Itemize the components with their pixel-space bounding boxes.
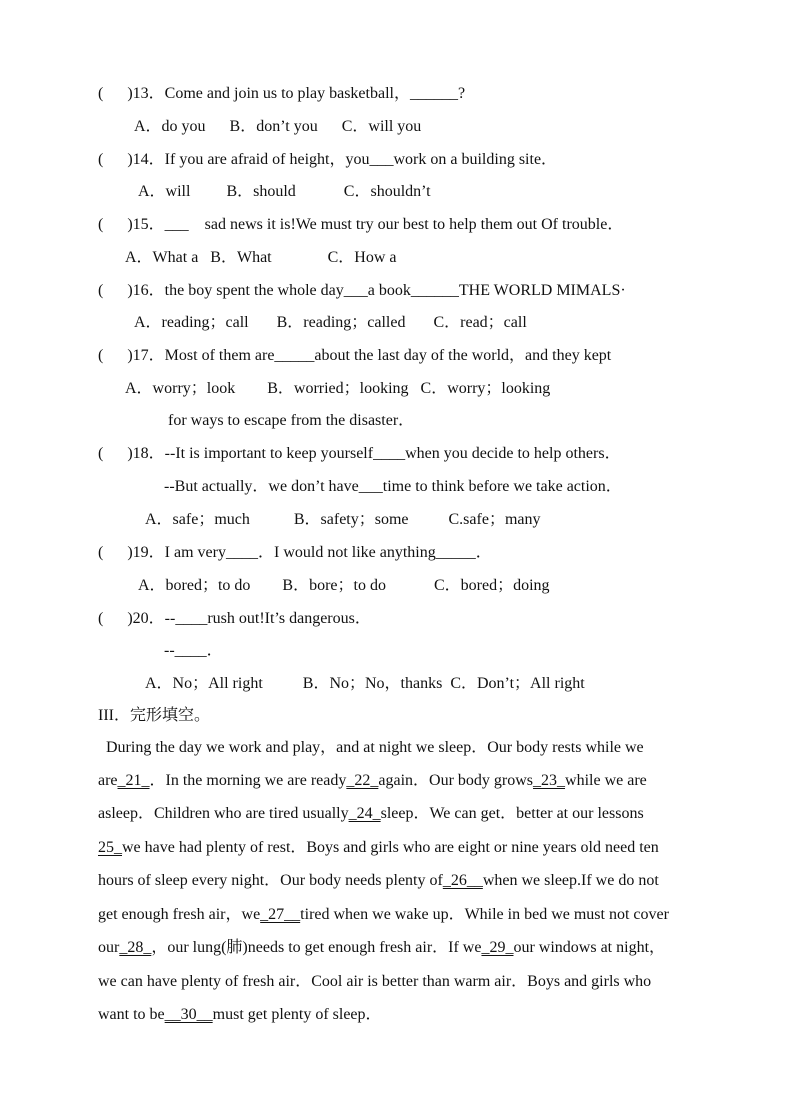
answer-blank: _____ bbox=[435, 544, 476, 561]
passage-text: must get plenty of sleep． bbox=[212, 1006, 382, 1023]
options-15[interactable]: A．What a B．What C．How a bbox=[125, 249, 397, 266]
passage-line bbox=[98, 771, 647, 791]
answer-bracket[interactable]: ( ) bbox=[98, 445, 133, 462]
question-stem: -- bbox=[164, 642, 175, 659]
cloze-blank: _28_ bbox=[119, 939, 152, 956]
answer-blank: ____ bbox=[225, 544, 258, 561]
question-number: 20 bbox=[132, 610, 149, 627]
options-13[interactable]: A．do you B．don’t you C．will you bbox=[134, 118, 422, 135]
question-number: 18 bbox=[132, 445, 149, 462]
cloze-blank: _21_ bbox=[117, 772, 150, 789]
question-stem: a book bbox=[367, 282, 411, 299]
passage-text: when we sleep.If we do not bbox=[482, 872, 659, 889]
question-18-line2 bbox=[164, 477, 622, 497]
passage-text: hours of sleep every night．Our body needs plenty of bbox=[98, 872, 443, 889]
question-14 bbox=[98, 150, 557, 170]
answer-bracket[interactable]: ( ) bbox=[98, 610, 133, 627]
passage-text: are bbox=[98, 772, 118, 789]
answer-bracket[interactable]: ( ) bbox=[98, 282, 133, 299]
answer-blank: ____ bbox=[373, 445, 406, 462]
options-20[interactable]: A．No；All right B．No；No，thanks C．Don’t；All right bbox=[145, 675, 585, 692]
question-stem: sad news it is!We must try our best to help them out Of trouble． bbox=[188, 216, 624, 233]
question-number: 13 bbox=[132, 85, 149, 102]
question-number: 17 bbox=[132, 347, 149, 364]
question-stem: If you are afraid of height，you bbox=[164, 151, 370, 168]
question-16 bbox=[98, 281, 626, 301]
passage-text: ．In the morning we are ready bbox=[149, 772, 347, 789]
question-17-line2 bbox=[168, 411, 414, 431]
passage-text: while we are bbox=[565, 772, 647, 789]
question-stem: for ways to escape from the disaster． bbox=[168, 412, 415, 429]
answer-blank: ______ bbox=[409, 85, 458, 102]
question-stem: about the last day of the world，and they kept bbox=[314, 347, 612, 364]
question-stem: rush out!It’s dangerous． bbox=[207, 610, 371, 627]
passage-text: our windows at night， bbox=[513, 939, 666, 956]
options-17[interactable]: A．worry；look B．worried；looking C．worry；looking bbox=[125, 380, 551, 397]
question-stem: --But actually．we don’t have bbox=[164, 478, 359, 495]
question-stem: the boy spent the whole day bbox=[164, 282, 344, 299]
cloze-blank: _24_ bbox=[348, 805, 381, 822]
options-14[interactable]: A．will B．should C．shouldn’t bbox=[138, 183, 431, 200]
answer-blank: ___ bbox=[358, 478, 383, 495]
cloze-blank: _27__ bbox=[260, 906, 301, 923]
number-separator: ． bbox=[148, 544, 165, 561]
question-number: 16 bbox=[132, 282, 149, 299]
number-separator: ． bbox=[148, 610, 165, 627]
passage-text: we have had plenty of rest．Boys and girls who are eight or nine years old need ten bbox=[122, 839, 659, 856]
options-19[interactable]: A．bored；to do B．bore；to do C．bored；doing bbox=[138, 577, 550, 594]
answer-blank: ___ bbox=[343, 282, 368, 299]
question-number: 19 bbox=[132, 544, 149, 561]
options-16[interactable]: A．reading；call B．reading；called C．read；call bbox=[134, 314, 527, 331]
passage-text: sleep．We can get．better at our lessons bbox=[380, 805, 644, 822]
question-stem: work on a building site． bbox=[393, 151, 558, 168]
passage-line bbox=[98, 938, 665, 958]
question-stem: THE WORLD MIMALS· bbox=[458, 282, 626, 299]
question-stem: when you decide to help others． bbox=[405, 445, 621, 462]
question-13 bbox=[98, 84, 465, 104]
number-separator: ． bbox=[148, 347, 165, 364]
answer-bracket[interactable]: ( ) bbox=[98, 216, 133, 233]
question-stem: Come and join us to play basketball， bbox=[164, 85, 410, 102]
passage-line bbox=[98, 738, 644, 758]
question-20 bbox=[98, 609, 371, 629]
passage-text: ，our lung(肺)needs to get enough fresh air．If we bbox=[151, 939, 482, 956]
passage-text: our bbox=[98, 939, 120, 956]
cloze-blank: _29_ bbox=[481, 939, 514, 956]
question-stem: ? bbox=[457, 85, 466, 102]
answer-bracket[interactable]: ( ) bbox=[98, 347, 133, 364]
question-stem: --It is important to keep yourself bbox=[164, 445, 374, 462]
answer-blank: ___ bbox=[369, 151, 394, 168]
number-separator: ． bbox=[148, 85, 165, 102]
passage-line bbox=[98, 871, 659, 891]
passage-line bbox=[98, 905, 669, 925]
question-stem: time to think before we take action． bbox=[382, 478, 622, 495]
question-19 bbox=[98, 543, 492, 563]
passage-text: asleep．Children who are tired usually bbox=[98, 805, 349, 822]
answer-blank: ____ bbox=[174, 642, 207, 659]
answer-bracket[interactable]: ( ) bbox=[98, 544, 133, 561]
question-stem: ． bbox=[475, 544, 492, 561]
answer-blank: ______ bbox=[410, 282, 459, 299]
options-18[interactable]: A．safe；much B．safety；some C.safe；many bbox=[145, 511, 541, 528]
cloze-blank: _22_ bbox=[346, 772, 379, 789]
number-separator: ． bbox=[148, 151, 165, 168]
passage-text: get enough fresh air，we bbox=[98, 906, 261, 923]
cloze-blank: 25_ bbox=[98, 839, 122, 856]
answer-bracket[interactable]: ( ) bbox=[98, 85, 133, 102]
question-20-line2 bbox=[164, 641, 223, 661]
number-separator: ． bbox=[148, 282, 165, 299]
section-heading: III．完形填空。 bbox=[98, 707, 210, 724]
passage-line bbox=[98, 972, 651, 992]
passage-text: tired when we wake up．While in bed we must not cover bbox=[300, 906, 669, 923]
passage-text: again．Our body grows bbox=[378, 772, 534, 789]
answer-blank: _____ bbox=[274, 347, 315, 364]
passage-line bbox=[98, 1005, 382, 1025]
cloze-blank: __30__ bbox=[164, 1006, 213, 1023]
cloze-blank: _23_ bbox=[533, 772, 566, 789]
answer-blank: ___ bbox=[164, 216, 189, 233]
passage-text: want to be bbox=[98, 1006, 165, 1023]
passage-line bbox=[98, 804, 644, 824]
passage-text: we can have plenty of fresh air．Cool air is better than warm air．Boys and girls who bbox=[98, 973, 652, 990]
number-separator: ． bbox=[148, 216, 165, 233]
question-number: 14 bbox=[132, 151, 149, 168]
question-number: 15 bbox=[132, 216, 149, 233]
question-stem: Most of them are bbox=[164, 347, 275, 364]
question-stem: ． bbox=[206, 642, 223, 659]
question-15 bbox=[98, 215, 623, 235]
question-stem: I am very bbox=[164, 544, 226, 561]
passage-text: During the day we work and play，and at night we sleep．Our body rests while we bbox=[98, 739, 644, 756]
number-separator: ． bbox=[148, 445, 165, 462]
question-17 bbox=[98, 346, 611, 366]
cloze-blank: _26__ bbox=[442, 872, 483, 889]
passage-line bbox=[98, 838, 659, 858]
answer-bracket[interactable]: ( ) bbox=[98, 151, 133, 168]
question-stem: ．I would not like anything bbox=[257, 544, 436, 561]
answer-blank: ____ bbox=[175, 610, 208, 627]
question-stem: -- bbox=[164, 610, 176, 627]
question-18 bbox=[98, 444, 621, 464]
